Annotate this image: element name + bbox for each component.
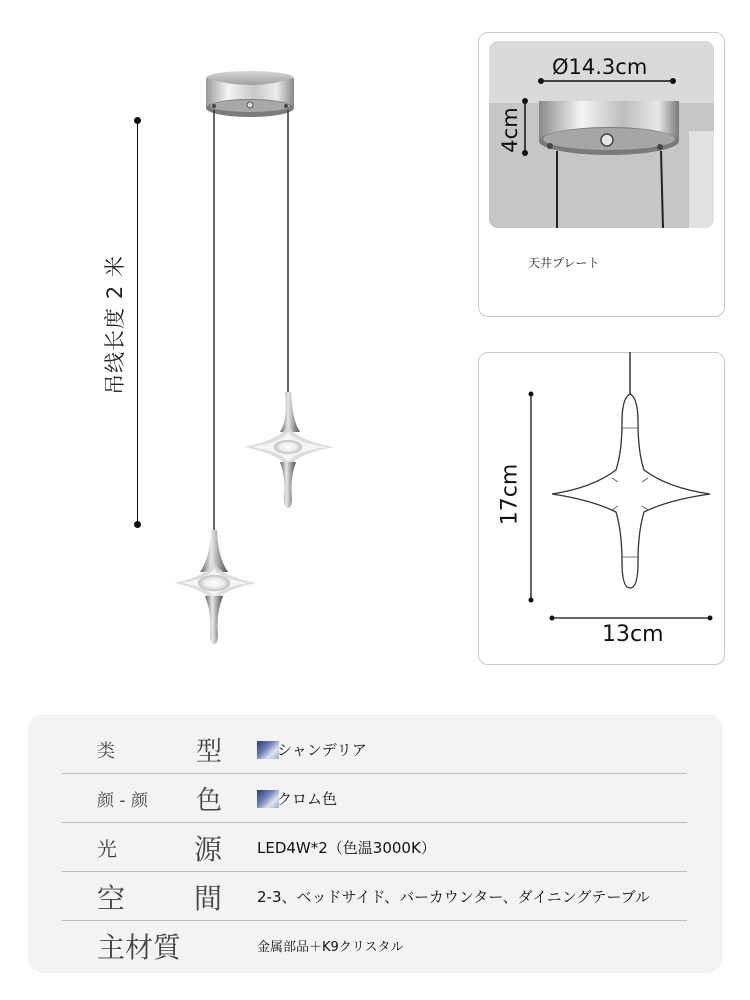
spec-label-char: 类 bbox=[97, 740, 115, 762]
dimension-endpoint-bottom bbox=[134, 521, 141, 528]
spec-label-char: 颜 - 颜 bbox=[97, 791, 148, 811]
cord-length-label: 吊线长度 2 米 bbox=[103, 255, 127, 395]
spec-value bbox=[257, 725, 367, 774]
spec-value: 金属部品＋K9クリスタル bbox=[257, 940, 404, 955]
spec-row-material bbox=[62, 921, 687, 970]
spec-label bbox=[97, 921, 222, 970]
spec-label-char: 間 bbox=[193, 881, 222, 915]
canopy-plate-label: 天井プレート bbox=[528, 256, 600, 270]
spec-label-char: 光 bbox=[97, 837, 117, 861]
pendant-lamp-lower bbox=[174, 530, 256, 644]
pendant-lamp-upper bbox=[244, 392, 334, 508]
spec-label-char: 色 bbox=[195, 786, 222, 816]
dimension-endpoint-top bbox=[134, 117, 141, 124]
spec-row-type bbox=[62, 725, 687, 774]
color-swatch bbox=[257, 790, 279, 808]
spec-value-text: シャンデリア bbox=[277, 741, 367, 759]
ceiling-canopy bbox=[206, 71, 294, 117]
spec-value-text: クロム色 bbox=[277, 790, 338, 808]
spec-label-char: 型 bbox=[195, 737, 222, 767]
canopy-height-label: 4cm bbox=[498, 107, 522, 153]
color-swatch bbox=[257, 741, 279, 759]
spec-label-char: 源 bbox=[193, 832, 222, 866]
product-illustration bbox=[0, 0, 470, 700]
spec-row-space bbox=[62, 872, 687, 921]
pendant-width-label: 13cm bbox=[602, 622, 664, 647]
spec-row-color bbox=[62, 774, 687, 823]
canopy-diameter-label: Ø14.3cm bbox=[552, 55, 648, 79]
spec-label-char: 主材質 bbox=[97, 930, 182, 964]
spec-row-light-source bbox=[62, 823, 687, 872]
spec-label bbox=[97, 872, 222, 921]
pendant-height-label: 17cm bbox=[497, 463, 523, 526]
spec-label bbox=[97, 725, 222, 774]
spec-value bbox=[257, 774, 337, 823]
spec-label bbox=[97, 823, 222, 872]
cord-length-dimension-line bbox=[137, 120, 138, 525]
spec-value: 2-3、ベッドサイド、バーカウンター、ダイニングテーブル bbox=[257, 888, 651, 906]
spec-label bbox=[97, 774, 222, 823]
spec-label-char: 空 bbox=[97, 881, 126, 915]
spec-value: LED4W*2（色温3000K） bbox=[257, 839, 436, 857]
